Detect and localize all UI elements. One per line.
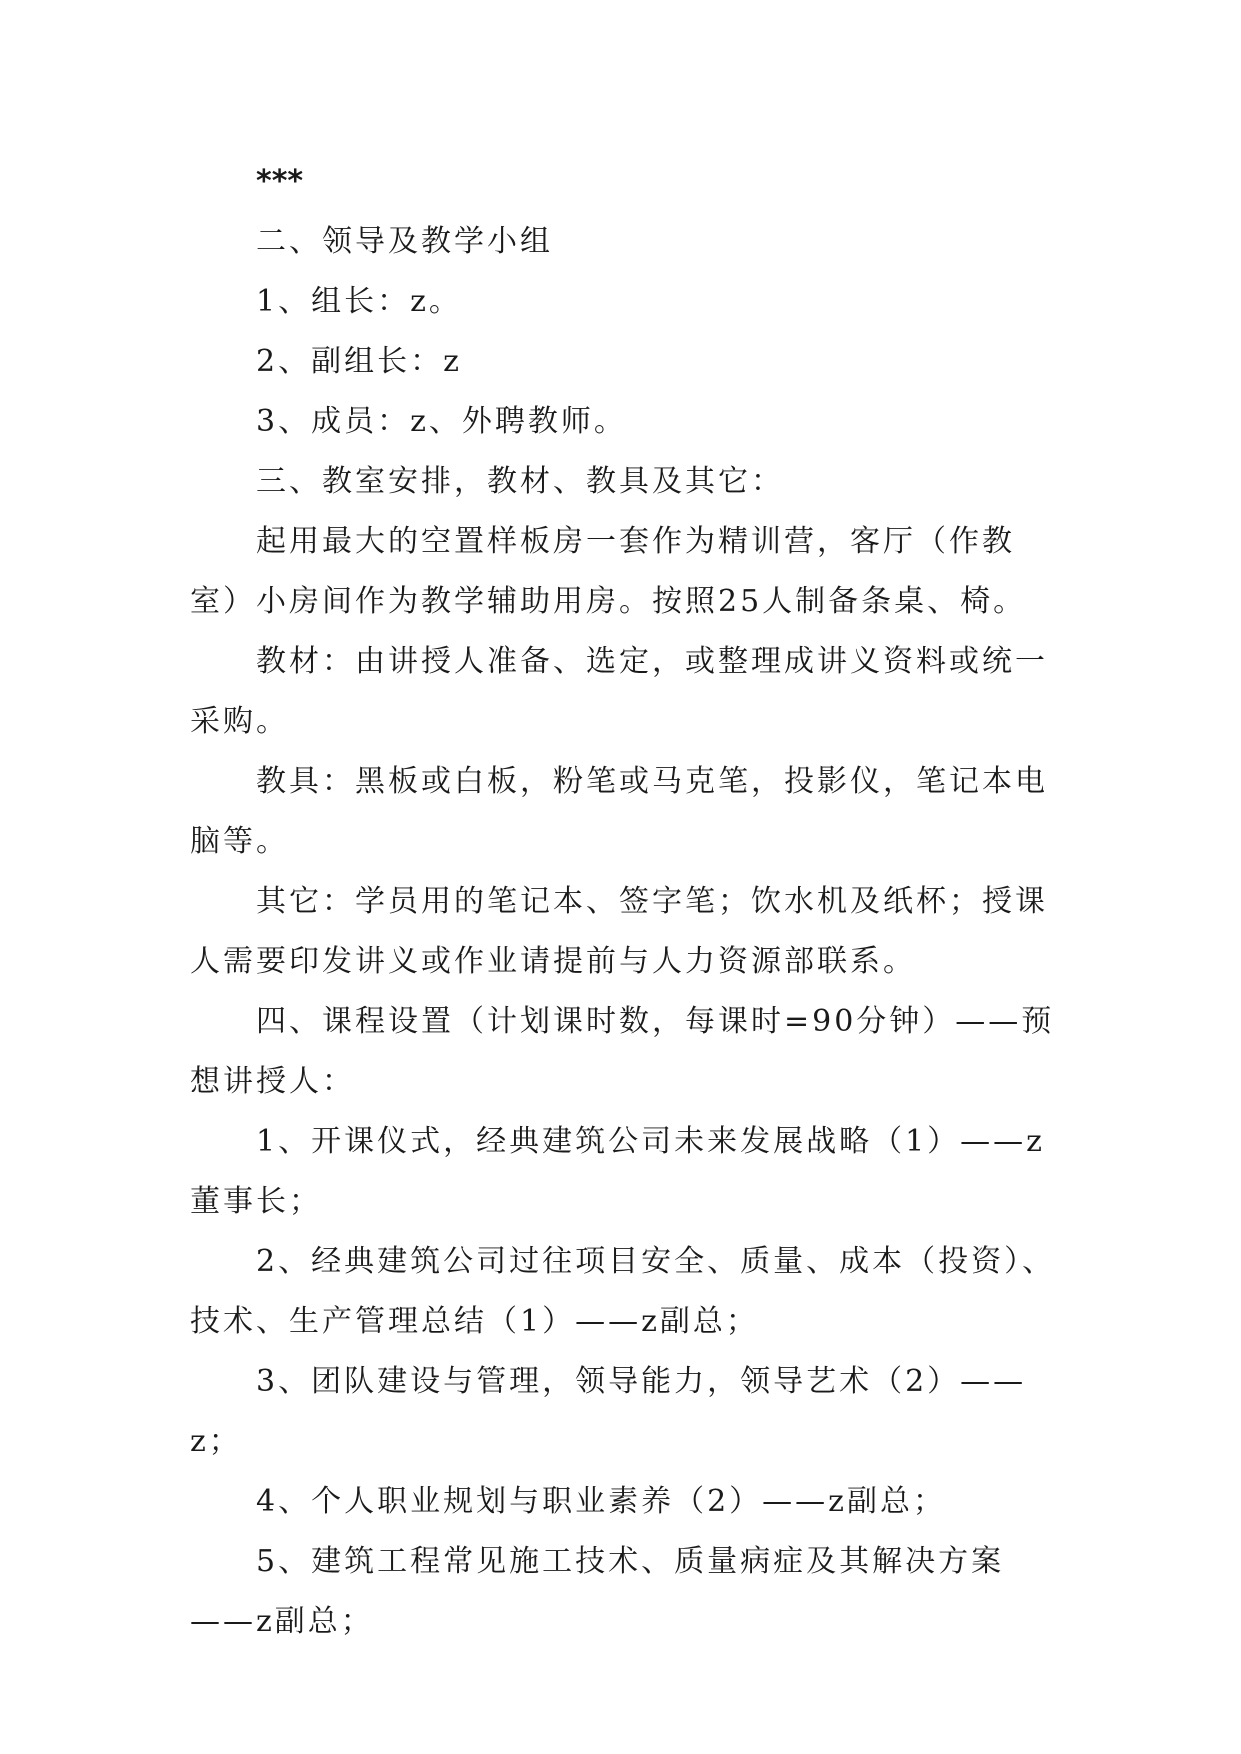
separator-stars: *** <box>256 164 304 199</box>
course-item-2: 2、经典建筑公司过往项目安全、质量、成本（投资）、技术、生产管理总结（1）——z副总； <box>190 1244 1056 1339</box>
section-heading-courses: 四、课程设置（计划课时数，每课时=90分钟）——预想讲授人： <box>190 1004 1055 1099</box>
paragraph-teaching-materials: 教材：由讲授人准备、选定，或整理成讲义资料或统一采购。 <box>190 644 1048 739</box>
list-item-group-leader: 1、组长：z。 <box>256 284 462 319</box>
document-body <box>190 152 1060 1652</box>
paragraph-classroom-arrangement: 起用最大的空置样板房一套作为精训营，客厅（作教室）小房间作为教学辅助用房。按照25人制备条桌、椅。 <box>190 524 1027 619</box>
course-item-4: 4、个人职业规划与职业素养（2）——z副总； <box>256 1484 946 1519</box>
paragraph-teaching-tools: 教具：黑板或白板，粉笔或马克笔，投影仪，笔记本电脑等。 <box>190 764 1048 859</box>
course-item-5: 5、建筑工程常见施工技术、质量病症及其解决方案——z副总； <box>190 1544 1005 1639</box>
list-item-members: 3、成员：z、外聘教师。 <box>256 404 627 439</box>
course-item-3: 3、团队建设与管理，领导能力，领导艺术（2）——z； <box>190 1364 1027 1459</box>
section-heading-classroom: 三、教室安排，教材、教具及其它： <box>256 464 784 499</box>
course-item-1: 1、开课仪式，经典建筑公司未来发展战略（1）——z董事长； <box>190 1124 1045 1219</box>
paragraph-other-supplies: 其它：学员用的笔记本、签字笔；饮水机及纸杯；授课人需要印发讲义或作业请提前与人力资源部联系。 <box>190 884 1048 979</box>
list-item-deputy-leader: 2、副组长：z <box>256 344 462 379</box>
section-heading-leadership: 二、领导及教学小组 <box>256 224 553 259</box>
